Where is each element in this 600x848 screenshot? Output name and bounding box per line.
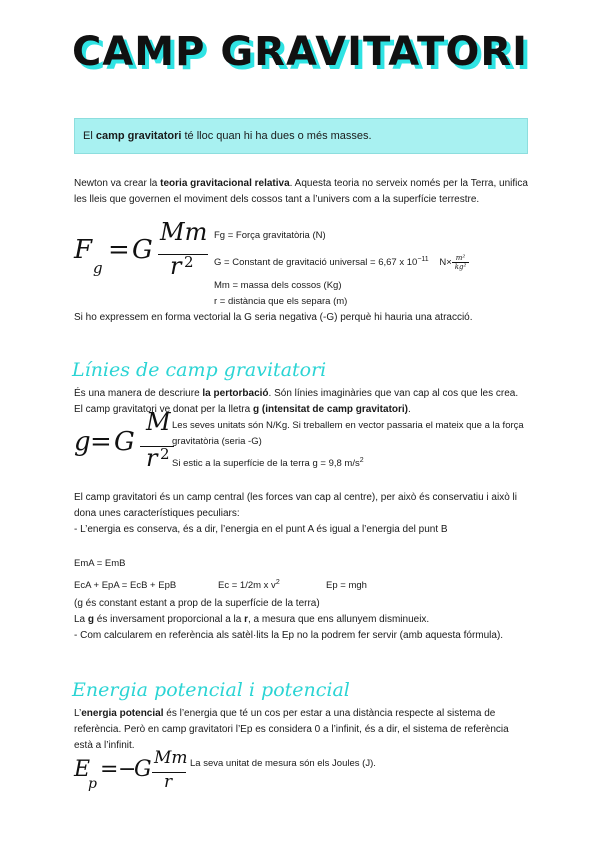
note2-bold: g	[87, 614, 95, 625]
equation-em: EmA = EmB	[74, 558, 126, 569]
formula-num: Mm	[160, 218, 208, 246]
unit-fraction	[452, 254, 470, 271]
formula-g-exp: 2	[160, 445, 170, 463]
note2-post: , a mesura que ens allunyem disminueix.	[248, 614, 430, 625]
energy-conserved-bullet: - L’energia es conserva, és a dir, l’energia en el punt A és igual a l’energia del punt B	[74, 524, 448, 535]
intro-bold: teoria gravitacional relativa	[160, 178, 290, 189]
formula-ep-minus: −	[118, 757, 137, 782]
callout-post: té lloc quan hi ha dues o més masses.	[181, 130, 372, 142]
formula-g-G: G	[114, 427, 135, 457]
page-title: CAMP GRAVITATORI	[71, 29, 529, 75]
p1-post: és l’energia que té un cos per estar a una distància respecte al sistema de referència. Però en camp gravitatori l’Ep es considera 0 a l’infinit, és a dir, el sistema de referència està a l’infinit.	[74, 708, 509, 751]
formula-sub-g: g	[93, 259, 103, 277]
formula-ep-G: G	[134, 757, 152, 782]
potential-energy-formula	[74, 748, 194, 802]
intro-post: . Aquesta teoria no serveix només per la Terra, unifica les lleis que governen el moviment dels cossos tant a l’univers com a la superfície terrestre.	[74, 178, 528, 205]
unit-den: kg²	[454, 263, 467, 271]
definition-fg: Fg = Força gravitatòria (N)	[214, 230, 326, 241]
fraction-bar	[158, 254, 208, 255]
l2-post: .	[408, 404, 411, 415]
l1-post: . Són línies imaginàries que van cap al cos que les crea.	[268, 388, 519, 399]
definition-g-unit: N×	[439, 257, 452, 269]
l1-pre: És una manera de descriure	[74, 388, 203, 399]
joules-note: La seva unitat de mesura són els Joules (J).	[190, 758, 376, 769]
newton-formula	[74, 218, 214, 292]
formula-sub-p: p	[88, 776, 97, 792]
note2-pre: La	[74, 614, 88, 625]
formula-g-eq: =	[90, 427, 112, 457]
section-heading-potential-energy: Energia potencial i potencial	[72, 679, 350, 701]
formula-ep-num: Mm	[154, 748, 188, 768]
equation-ec-ep: EcA + EpA = EcB + EpB	[74, 580, 177, 591]
vector-note: Si ho expressem en forma vectorial la G seria negativa (-G) perquè hi hauria una atracció.	[74, 312, 473, 323]
p1-pre: L’	[74, 708, 82, 719]
l1-bold: la pertorbació	[202, 388, 269, 399]
formula-eq: =	[108, 235, 130, 265]
formula-g: g	[74, 427, 91, 457]
definition-g	[214, 254, 469, 271]
side2-exp: 2	[359, 456, 364, 464]
formula-ep-den: r	[164, 772, 173, 792]
l2-pre: El camp gravitatori ve donat per la lletra	[74, 404, 253, 415]
formula-g-den: r	[146, 444, 158, 472]
l2-bold: g (intensitat de camp gravitatori)	[252, 404, 409, 415]
p1-bold: energia potencial	[81, 708, 164, 719]
potential-energy-paragraph	[74, 706, 514, 754]
field-side-note1: Les seves unitats són N/Kg. Si treballem en vector passaria el mateix que a la força gravitatòria (seria -G)	[172, 420, 524, 447]
central-field-paragraph: El camp gravitatori és un camp central (les forces van cap al centre), per això és conservatiu i això li dona unes característiques peculiars:	[74, 492, 517, 519]
formula-den: r	[170, 252, 182, 280]
formula-exp: 2	[184, 253, 194, 271]
eq3-text: Ec = 1/2m x v	[218, 580, 276, 591]
formula-E: E	[74, 757, 91, 782]
note2-bold2: r	[244, 614, 248, 625]
intro-pre: Newton va crear la	[74, 178, 161, 189]
equation-ep: Ep = mgh	[326, 580, 367, 591]
definition-mm: Mm = massa dels cossos (Kg)	[214, 280, 342, 291]
definition-r: r = distància que els separa (m)	[214, 296, 348, 307]
formula-g-num: M	[146, 408, 171, 436]
definition-g-text: G = Constant de gravitació universal = 6,67 x 10	[214, 257, 418, 269]
unit-num: m²	[452, 254, 470, 263]
definition-callout	[74, 118, 528, 154]
side2-text: Si estic a la superfície de la terra g = 9,8 m/s	[172, 458, 360, 469]
field-lines-line1	[74, 386, 534, 402]
equation-ec	[218, 578, 280, 594]
satellite-note: - Com calcularem en referència als satèl·lits la Ep no la podrem fer servir (amb aquesta fórmula).	[74, 630, 504, 641]
formula-G: G	[132, 235, 153, 265]
eq3-exp: 2	[275, 578, 280, 586]
g-inverse-note	[74, 612, 534, 628]
intro-paragraph	[74, 176, 534, 208]
g-constant-note: (g és constant estant a prop de la superfície de la terra)	[74, 598, 320, 609]
formula-F: F	[74, 235, 93, 265]
formula-ep-eq: =	[100, 757, 119, 782]
callout-pre: El	[83, 130, 96, 142]
note2-mid: és inversament proporcional a la	[94, 614, 245, 625]
callout-bold: camp gravitatori	[95, 130, 182, 142]
section-heading-field-lines: Línies de camp gravitatori	[72, 359, 327, 381]
field-side-note2	[172, 456, 364, 472]
field-formula	[74, 408, 174, 484]
definition-g-exp: −11	[417, 255, 429, 263]
